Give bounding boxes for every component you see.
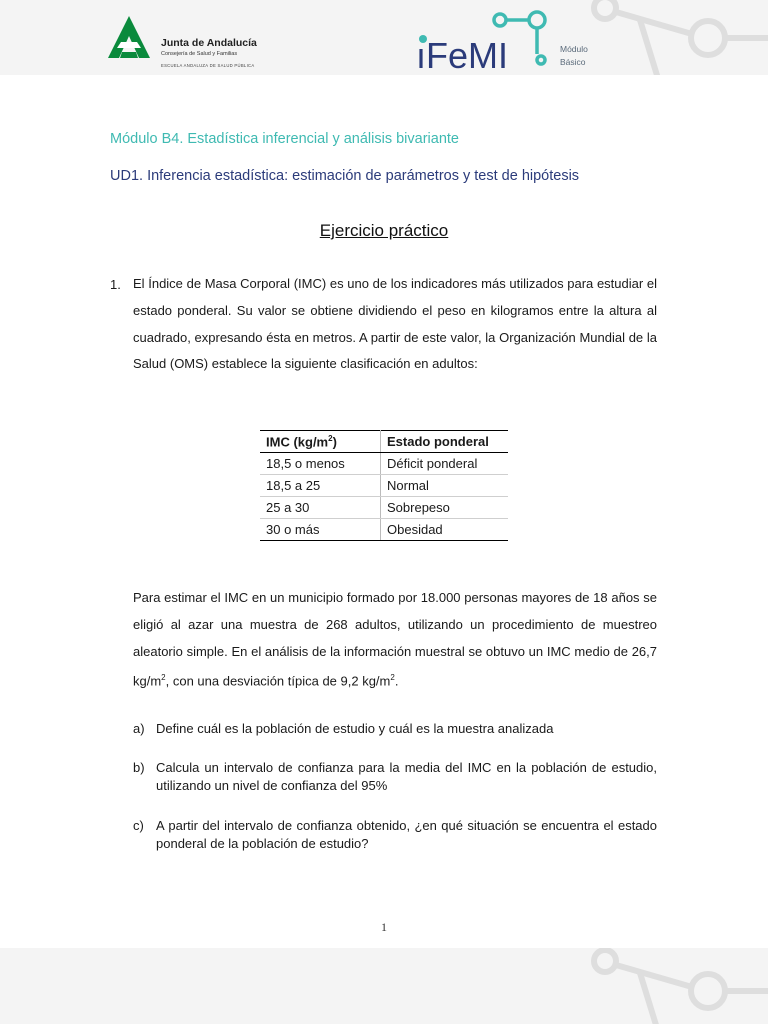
junta-andalucia-logo-icon bbox=[106, 14, 152, 60]
table-row bbox=[260, 475, 508, 497]
page-number: 1 bbox=[381, 920, 387, 934]
question-a bbox=[133, 720, 657, 738]
svg-text:ıFeMI: ıFeMI bbox=[416, 35, 509, 72]
table-header-row bbox=[260, 431, 508, 453]
org-name: Junta de Andalucía bbox=[161, 37, 257, 49]
org-subtitle: Consejería de Salud y Familias bbox=[161, 51, 238, 57]
question-label: b) bbox=[133, 760, 145, 775]
module-level-line2: Básico bbox=[560, 57, 586, 67]
org-school: ESCUELA ANDALUZA DE SALUD PÚBLICA bbox=[161, 63, 255, 68]
table-cell-imc: 30 o más bbox=[260, 519, 381, 541]
table-cell-estado: Sobrepeso bbox=[381, 497, 509, 519]
exercise-number: 1. bbox=[110, 277, 121, 292]
table-row bbox=[260, 519, 508, 541]
table-row bbox=[260, 453, 508, 475]
question-label: c) bbox=[133, 818, 144, 833]
question-c bbox=[133, 817, 657, 853]
table-cell-estado: Déficit ponderal bbox=[381, 453, 509, 475]
question-text: Calcula un intervalo de confianza para la media del IMC en la población de estudio, utilizando un nivel de confianza del 95% bbox=[156, 760, 657, 793]
table-cell-imc: 18,5 a 25 bbox=[260, 475, 381, 497]
page-footer bbox=[0, 948, 768, 1024]
module-level-line1: Módulo bbox=[560, 44, 588, 54]
question-text: A partir del intervalo de confianza obtenido, ¿en qué situación se encuentra el estado ponderal de la población de estudio? bbox=[156, 818, 657, 851]
unit-title: UD1. Inferencia estadística: estimación de parámetros y test de hipótesis bbox=[110, 168, 580, 184]
question-b bbox=[133, 759, 657, 795]
exercise-title: Ejercicio práctico bbox=[319, 221, 449, 240]
question-label: a) bbox=[133, 721, 145, 736]
exercise-context: Para estimar el IMC en un municipio formado por 18.000 personas mayores de 18 años se eligió al azar una muestra de 268 adultos, utilizando un procedimiento de muestreo aleatorio simple. En el análisis de la información muestral se obtuvo un IMC medio de 26,7 $kg/m^2$, con una desviación típica de 9,2 $kg/m^2$. bbox=[133, 590, 657, 689]
table-cell-estado: Obesidad bbox=[381, 519, 509, 541]
table-cell-estado: Normal bbox=[381, 475, 509, 497]
table-cell-imc: 25 a 30 bbox=[260, 497, 381, 519]
module-title: Módulo B4. Estadística inferencial y análisis bivariante bbox=[110, 131, 459, 147]
table-header-estado: Estado ponderal bbox=[381, 431, 509, 453]
molecule-decoration-icon bbox=[580, 948, 768, 1024]
imc-classification-table bbox=[260, 430, 508, 541]
molecule-decoration-icon bbox=[580, 0, 768, 75]
exercise-intro: El Índice de Masa Corporal (IMC) es uno de los indicadores más utilizados para estudiar el estado ponderal. Su valor se obtiene dividiendo el peso en kilogramos entre la altura al cuadrado, expresando ésta en metros. A partir de este valor, la Organización Mundial de la Salud (OMS) establece la siguiente clasificación en adultos: bbox=[133, 276, 657, 372]
table-row bbox=[260, 497, 508, 519]
table-header-imc: IMC $(kg/m^2)$ bbox=[260, 431, 381, 453]
question-text: Define cuál es la población de estudio y cuál es la muestra analizada bbox=[156, 721, 554, 736]
page-header bbox=[0, 0, 768, 75]
table-cell-imc: 18,5 o menos bbox=[260, 453, 381, 475]
ifemi-logo-icon bbox=[412, 6, 572, 72]
